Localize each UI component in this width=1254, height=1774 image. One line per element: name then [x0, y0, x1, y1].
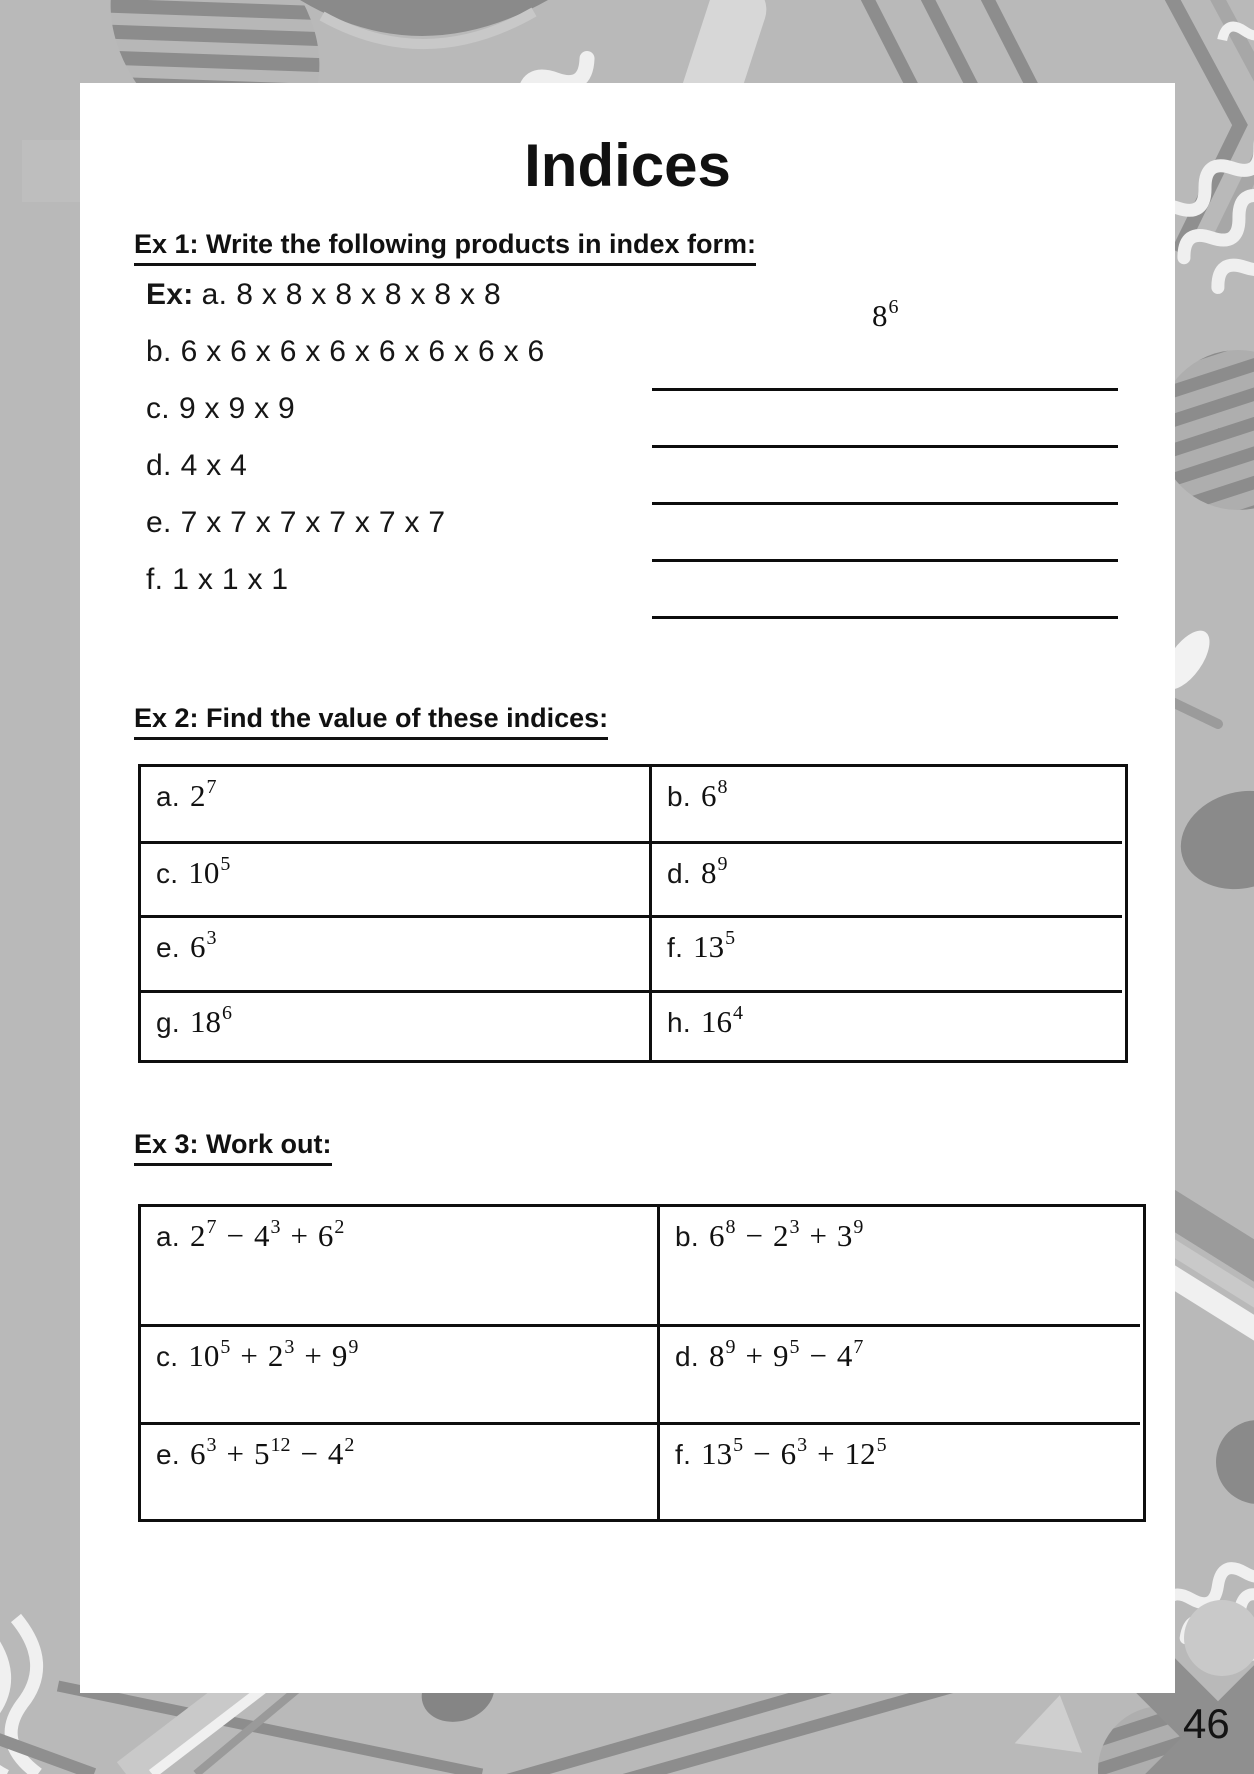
math-exponent: 6 — [221, 1002, 232, 1024]
answer-line — [652, 502, 1118, 505]
math-exponent: 9 — [853, 1216, 864, 1238]
math-operator: − — [226, 1218, 244, 1253]
math-exponent: 7 — [206, 776, 217, 798]
ex1-row-expression: 1 x 1 x 1 — [172, 563, 289, 596]
cell-label: f. — [667, 932, 684, 963]
math-base: 5 — [253, 1436, 270, 1471]
math-exponent: 8 — [717, 776, 728, 798]
math-exponent: 4 — [732, 1002, 743, 1024]
ex1-row-label: b. — [146, 335, 172, 368]
math-base: 8 — [708, 1338, 725, 1373]
cell-expression — [701, 855, 728, 890]
math-base: 18 — [189, 1004, 221, 1039]
cell-label: h. — [667, 1007, 691, 1038]
math-operator: + — [817, 1436, 835, 1471]
math-base: 10 — [188, 1338, 220, 1373]
math-base: 6 — [700, 778, 717, 813]
math-operator: + — [240, 1338, 258, 1373]
cell-expression — [190, 1218, 344, 1253]
cell-expression — [188, 1338, 358, 1373]
ex2-heading: Ex 2: Find the value of these indices: — [134, 703, 608, 740]
ex3-heading: Ex 3: Work out: — [134, 1129, 332, 1166]
math-exponent: 3 — [284, 1336, 295, 1358]
cell-expression — [188, 855, 230, 890]
math-exponent: 3 — [789, 1216, 800, 1238]
ex1-example-prefix: Ex: — [146, 278, 194, 311]
math-operator: + — [304, 1338, 322, 1373]
page-number: 46 — [1183, 1700, 1230, 1747]
math-exponent: 2 — [334, 1216, 345, 1238]
math-base: 10 — [188, 855, 220, 890]
ex1-row-expression: 9 x 9 x 9 — [178, 392, 296, 425]
math-exponent: 9 — [348, 1336, 359, 1358]
math-base: 8 — [700, 855, 717, 890]
math-base: 6 — [317, 1218, 334, 1253]
math-operator: − — [753, 1436, 771, 1471]
table-cell — [141, 841, 649, 915]
math-operator: + — [226, 1436, 244, 1471]
math-base: 9 — [772, 1338, 789, 1373]
math-operator: + — [809, 1218, 827, 1253]
cell-label: c. — [156, 858, 179, 889]
ex1-row — [146, 449, 247, 491]
cell-expression — [190, 1436, 354, 1471]
table-cell — [657, 1324, 1140, 1422]
cell-expression — [190, 929, 217, 964]
table-cell — [657, 1422, 1140, 1519]
math-operator: + — [290, 1218, 308, 1253]
math-exponent: 6 — [888, 296, 899, 318]
cell-expression — [693, 929, 735, 964]
math-operator: + — [745, 1338, 763, 1373]
math-exponent: 5 — [789, 1336, 800, 1358]
math-exponent: 7 — [206, 1216, 217, 1238]
math-exponent: 7 — [853, 1336, 864, 1358]
table-cell — [141, 990, 649, 1060]
math-exponent: 5 — [220, 853, 231, 875]
math-exponent: 2 — [344, 1434, 355, 1456]
math-base: 9 — [331, 1338, 348, 1373]
cell-expression — [709, 1218, 863, 1253]
table-cell — [141, 1422, 657, 1519]
math-operator: − — [745, 1218, 763, 1253]
math-base: 12 — [844, 1436, 876, 1471]
ex1-row — [146, 563, 288, 605]
math-base: 13 — [693, 929, 725, 964]
cell-label: a. — [156, 781, 180, 812]
cell-label: d. — [667, 858, 691, 889]
math-base: 8 — [872, 298, 888, 333]
math-exponent: 5 — [876, 1434, 887, 1456]
math-exponent: 9 — [725, 1336, 736, 1358]
math-base: 3 — [836, 1218, 853, 1253]
cell-expression — [701, 1004, 743, 1039]
math-base: 4 — [836, 1338, 853, 1373]
cell-label: e. — [156, 1439, 180, 1470]
ex1-row — [146, 392, 295, 434]
math-base: 2 — [189, 778, 206, 813]
cell-expression — [190, 778, 217, 813]
ex3-table — [138, 1204, 1146, 1522]
answer-line — [652, 388, 1118, 391]
ex1-row-label: d. — [146, 449, 172, 482]
cell-expression — [709, 1338, 863, 1373]
ex2-table — [138, 764, 1128, 1063]
cell-label: c. — [156, 1341, 179, 1372]
math-exponent: 3 — [797, 1434, 808, 1456]
cell-label: f. — [675, 1439, 692, 1470]
table-cell — [649, 767, 1122, 841]
math-exponent: 5 — [220, 1336, 231, 1358]
math-base: 4 — [327, 1436, 344, 1471]
table-cell — [649, 990, 1122, 1060]
math-operator: − — [300, 1436, 318, 1471]
worksheet-page — [80, 83, 1175, 1693]
math-base: 2 — [267, 1338, 284, 1373]
table-cell — [649, 841, 1122, 915]
cell-expression — [190, 1004, 232, 1039]
cell-expression — [701, 1436, 886, 1471]
math-exponent: 8 — [725, 1216, 736, 1238]
math-operator: − — [809, 1338, 827, 1373]
cell-label: a. — [156, 1221, 180, 1252]
cell-label: b. — [675, 1221, 699, 1252]
cell-expression — [701, 778, 728, 813]
cell-label: e. — [156, 932, 180, 963]
table-cell — [141, 915, 649, 990]
page-title: Indices — [524, 132, 731, 199]
math-exponent: 3 — [206, 927, 217, 949]
math-base: 2 — [189, 1218, 206, 1253]
ex1-row-label: c. — [146, 392, 170, 425]
math-base: 6 — [189, 929, 206, 964]
math-exponent: 5 — [733, 1434, 744, 1456]
math-exponent: 3 — [270, 1216, 281, 1238]
table-cell — [657, 1207, 1140, 1324]
cell-label: b. — [667, 781, 691, 812]
ex1-row-label: f. — [146, 563, 164, 596]
math-exponent: 12 — [270, 1434, 291, 1456]
math-exponent: 9 — [717, 853, 728, 875]
ex1-row — [146, 278, 501, 320]
ex1-heading: Ex 1: Write the following products in index form: — [134, 229, 756, 266]
math-base: 6 — [708, 1218, 725, 1253]
ex1-row-label: a. — [201, 278, 228, 311]
table-cell — [141, 767, 649, 841]
table-cell — [141, 1207, 657, 1324]
answer-line — [652, 559, 1118, 562]
ex1-row-expression: 4 x 4 — [180, 449, 248, 482]
math-exponent: 5 — [725, 927, 736, 949]
math-base: 6 — [780, 1436, 797, 1471]
table-cell — [649, 915, 1122, 990]
math-base: 13 — [701, 1436, 733, 1471]
ex1-example-answer — [872, 298, 899, 334]
math-exponent: 3 — [206, 1434, 217, 1456]
math-base: 2 — [772, 1218, 789, 1253]
ex1-row-expression: 6 x 6 x 6 x 6 x 6 x 6 x 6 x 6 — [180, 335, 545, 368]
ex1-row-expression: 8 x 8 x 8 x 8 x 8 x 8 — [236, 278, 501, 311]
ex1-row-label: e. — [146, 506, 172, 539]
math-base: 6 — [189, 1436, 206, 1471]
ex1-row — [146, 335, 545, 377]
cell-label: d. — [675, 1341, 699, 1372]
ex1-row-expression: 7 x 7 x 7 x 7 x 7 x 7 — [180, 506, 446, 539]
answer-line — [652, 616, 1118, 619]
ex1-row — [146, 506, 445, 548]
math-base: 16 — [700, 1004, 732, 1039]
math-base: 4 — [253, 1218, 270, 1253]
answer-line — [652, 445, 1118, 448]
table-cell — [141, 1324, 657, 1422]
cell-label: g. — [156, 1007, 180, 1038]
